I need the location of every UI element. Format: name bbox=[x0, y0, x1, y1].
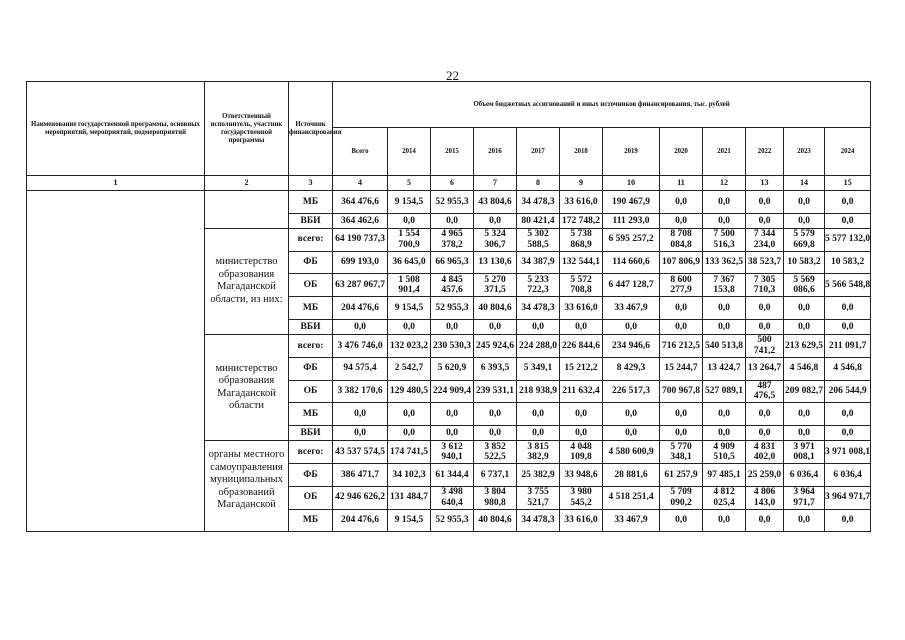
value-cell: 500 741,2 bbox=[746, 334, 784, 357]
value-cell: 364 476,6 bbox=[333, 191, 388, 214]
value-cell: 204 476,6 bbox=[333, 509, 388, 532]
value-cell: 0,0 bbox=[474, 403, 517, 426]
value-cell: 0,0 bbox=[474, 319, 517, 334]
value-cell: 0,0 bbox=[825, 403, 871, 426]
value-cell: 0,0 bbox=[784, 213, 825, 228]
value-cell: 0,0 bbox=[825, 191, 871, 214]
value-cell: 3 964 971,7 bbox=[784, 486, 825, 509]
value-cell: 4 518 251,4 bbox=[603, 486, 660, 509]
executor-cell bbox=[205, 191, 289, 229]
value-cell: 0,0 bbox=[703, 297, 746, 320]
value-cell: 114 660,6 bbox=[603, 251, 660, 274]
value-cell: 0,0 bbox=[388, 319, 431, 334]
value-cell: 4 580 600,9 bbox=[603, 441, 660, 464]
column-number: 9 bbox=[560, 176, 603, 191]
value-cell: 28 881,6 bbox=[603, 463, 660, 486]
value-cell: 4 909 510,5 bbox=[703, 441, 746, 464]
value-cell: 0,0 bbox=[825, 509, 871, 532]
column-number: 1 bbox=[27, 176, 205, 191]
value-cell: 52 955,3 bbox=[431, 509, 474, 532]
column-number: 4 bbox=[333, 176, 388, 191]
source-cell: ФБ bbox=[289, 463, 333, 486]
value-cell: 0,0 bbox=[660, 213, 703, 228]
value-cell: 0,0 bbox=[703, 509, 746, 532]
value-cell: 6 595 257,2 bbox=[603, 228, 660, 251]
value-cell: 0,0 bbox=[784, 297, 825, 320]
source-cell: ОБ bbox=[289, 380, 333, 403]
value-cell: 13 264,7 bbox=[746, 357, 784, 380]
value-cell: 5 738 868,9 bbox=[560, 228, 603, 251]
value-cell: 0,0 bbox=[784, 191, 825, 214]
value-cell: 132 023,2 bbox=[388, 334, 431, 357]
value-cell: 3 755 521,7 bbox=[517, 486, 560, 509]
value-cell: 0,0 bbox=[703, 426, 746, 441]
source-cell: МБ bbox=[289, 297, 333, 320]
header-program: Наименование государственной программы, основных мероприятий, мероприятий, подмероприятий bbox=[27, 82, 205, 176]
value-cell: 5 324 306,7 bbox=[474, 228, 517, 251]
value-cell: 0,0 bbox=[825, 297, 871, 320]
value-cell: 0,0 bbox=[825, 426, 871, 441]
value-cell: 0,0 bbox=[388, 213, 431, 228]
value-cell: 0,0 bbox=[660, 509, 703, 532]
value-cell: 33 467,9 bbox=[603, 509, 660, 532]
value-cell: 224 288,0 bbox=[517, 334, 560, 357]
header-year: 2022 bbox=[746, 128, 784, 176]
value-cell: 0,0 bbox=[560, 319, 603, 334]
value-cell: 2 542,7 bbox=[388, 357, 431, 380]
value-cell: 0,0 bbox=[333, 403, 388, 426]
header-executor: Ответственный исполнитель, участник государственной программы bbox=[205, 82, 289, 176]
value-cell: 230 530,3 bbox=[431, 334, 474, 357]
header-year: 2024 bbox=[825, 128, 871, 176]
value-cell: 5 270 371,5 bbox=[474, 274, 517, 297]
value-cell: 224 909,4 bbox=[431, 380, 474, 403]
value-cell: 33 948,6 bbox=[560, 463, 603, 486]
value-cell: 9 154,5 bbox=[388, 191, 431, 214]
value-cell: 0,0 bbox=[603, 319, 660, 334]
value-cell: 42 946 626,2 bbox=[333, 486, 388, 509]
value-cell: 0,0 bbox=[703, 213, 746, 228]
value-cell: 8 708 084,8 bbox=[660, 228, 703, 251]
value-cell: 700 967,8 bbox=[660, 380, 703, 403]
value-cell: 34 478,3 bbox=[517, 297, 560, 320]
value-cell: 61 344,4 bbox=[431, 463, 474, 486]
value-cell: 7 305 710,3 bbox=[746, 274, 784, 297]
source-cell: ОБ bbox=[289, 486, 333, 509]
value-cell: 0,0 bbox=[784, 426, 825, 441]
value-cell: 132 544,1 bbox=[560, 251, 603, 274]
value-cell: 0,0 bbox=[517, 319, 560, 334]
table-row bbox=[27, 191, 871, 214]
value-cell: 3 815 382,9 bbox=[517, 441, 560, 464]
value-cell: 0,0 bbox=[431, 403, 474, 426]
value-cell: 0,0 bbox=[560, 426, 603, 441]
value-cell: 38 523,7 bbox=[746, 251, 784, 274]
header-year: 2020 bbox=[660, 128, 703, 176]
value-cell: 5 566 548,8 bbox=[825, 274, 871, 297]
column-number: 15 bbox=[825, 176, 871, 191]
value-cell: 0,0 bbox=[474, 426, 517, 441]
executor-cell: министерство образования Магаданской области bbox=[205, 334, 289, 440]
value-cell: 5 579 669,8 bbox=[784, 228, 825, 251]
value-cell: 209 082,7 bbox=[784, 380, 825, 403]
value-cell: 0,0 bbox=[746, 403, 784, 426]
value-cell: 0,0 bbox=[388, 403, 431, 426]
value-cell: 3 971 008,1 bbox=[825, 441, 871, 464]
value-cell: 3 498 640,4 bbox=[431, 486, 474, 509]
value-cell: 13 424,7 bbox=[703, 357, 746, 380]
value-cell: 245 924,6 bbox=[474, 334, 517, 357]
value-cell: 3 852 522,5 bbox=[474, 441, 517, 464]
column-number: 11 bbox=[660, 176, 703, 191]
value-cell: 211 091,7 bbox=[825, 334, 871, 357]
column-number: 14 bbox=[784, 176, 825, 191]
value-cell: 66 965,3 bbox=[431, 251, 474, 274]
value-cell: 9 154,5 bbox=[388, 509, 431, 532]
value-cell: 43 804,6 bbox=[474, 191, 517, 214]
value-cell: 7 344 234,0 bbox=[746, 228, 784, 251]
value-cell: 3 964 971,7 bbox=[825, 486, 871, 509]
value-cell: 131 484,7 bbox=[388, 486, 431, 509]
value-cell: 0,0 bbox=[746, 297, 784, 320]
column-number: 5 bbox=[388, 176, 431, 191]
value-cell: 0,0 bbox=[660, 403, 703, 426]
page-number: 22 bbox=[446, 68, 459, 83]
value-cell: 0,0 bbox=[474, 213, 517, 228]
value-cell: 9 154,5 bbox=[388, 297, 431, 320]
column-number: 13 bbox=[746, 176, 784, 191]
value-cell: 34 387,9 bbox=[517, 251, 560, 274]
value-cell: 4 546,8 bbox=[784, 357, 825, 380]
value-cell: 8 600 277,9 bbox=[660, 274, 703, 297]
value-cell: 6 036,4 bbox=[825, 463, 871, 486]
value-cell: 0,0 bbox=[660, 426, 703, 441]
value-cell: 3 804 980,8 bbox=[474, 486, 517, 509]
value-cell: 0,0 bbox=[825, 319, 871, 334]
value-cell: 4 965 378,2 bbox=[431, 228, 474, 251]
source-cell: МБ bbox=[289, 191, 333, 214]
value-cell: 0,0 bbox=[825, 213, 871, 228]
value-cell: 211 632,4 bbox=[560, 380, 603, 403]
value-cell: 3 980 545,2 bbox=[560, 486, 603, 509]
value-cell: 0,0 bbox=[603, 426, 660, 441]
value-cell: 1 554 700,9 bbox=[388, 228, 431, 251]
value-cell: 226 844,6 bbox=[560, 334, 603, 357]
value-cell: 213 629,5 bbox=[784, 334, 825, 357]
value-cell: 5 620,9 bbox=[431, 357, 474, 380]
value-cell: 52 955,3 bbox=[431, 191, 474, 214]
value-cell: 172 748,2 bbox=[560, 213, 603, 228]
header-year: 2023 bbox=[784, 128, 825, 176]
value-cell: 107 806,9 bbox=[660, 251, 703, 274]
value-cell: 33 616,0 bbox=[560, 297, 603, 320]
value-cell: 3 612 940,1 bbox=[431, 441, 474, 464]
value-cell: 1 508 901,4 bbox=[388, 274, 431, 297]
value-cell: 63 287 067,7 bbox=[333, 274, 388, 297]
value-cell: 226 517,3 bbox=[603, 380, 660, 403]
value-cell: 5 349,1 bbox=[517, 357, 560, 380]
value-cell: 0,0 bbox=[431, 426, 474, 441]
column-number: 10 bbox=[603, 176, 660, 191]
value-cell: 0,0 bbox=[517, 426, 560, 441]
value-cell: 0,0 bbox=[746, 509, 784, 532]
value-cell: 0,0 bbox=[703, 403, 746, 426]
value-cell: 34 478,3 bbox=[517, 191, 560, 214]
executor-cell: органы местного самоуправления муниципальных образований Магаданской bbox=[205, 441, 289, 532]
column-number: 7 bbox=[474, 176, 517, 191]
value-cell: 4 546,8 bbox=[825, 357, 871, 380]
value-cell: 129 480,5 bbox=[388, 380, 431, 403]
value-cell: 204 476,6 bbox=[333, 297, 388, 320]
value-cell: 4 806 143,0 bbox=[746, 486, 784, 509]
source-cell: ВБИ bbox=[289, 213, 333, 228]
value-cell: 0,0 bbox=[784, 509, 825, 532]
value-cell: 386 471,7 bbox=[333, 463, 388, 486]
column-number: 3 bbox=[289, 176, 333, 191]
value-cell: 0,0 bbox=[560, 403, 603, 426]
value-cell: 0,0 bbox=[746, 191, 784, 214]
value-cell: 239 531,1 bbox=[474, 380, 517, 403]
source-cell: ВБИ bbox=[289, 319, 333, 334]
value-cell: 0,0 bbox=[603, 403, 660, 426]
header-total: Всего bbox=[333, 128, 388, 176]
value-cell: 7 500 516,3 bbox=[703, 228, 746, 251]
value-cell: 5 572 708,8 bbox=[560, 274, 603, 297]
value-cell: 0,0 bbox=[333, 426, 388, 441]
value-cell: 64 190 737,3 bbox=[333, 228, 388, 251]
value-cell: 206 544,9 bbox=[825, 380, 871, 403]
header-source: Источник финансирования bbox=[289, 82, 333, 176]
value-cell: 0,0 bbox=[660, 319, 703, 334]
value-cell: 33 616,0 bbox=[560, 191, 603, 214]
source-cell: ВБИ bbox=[289, 426, 333, 441]
value-cell: 234 946,6 bbox=[603, 334, 660, 357]
value-cell: 25 382,9 bbox=[517, 463, 560, 486]
value-cell: 10 583,2 bbox=[784, 251, 825, 274]
value-cell: 40 804,6 bbox=[474, 297, 517, 320]
value-cell: 218 938,9 bbox=[517, 380, 560, 403]
column-number: 8 bbox=[517, 176, 560, 191]
source-cell: ФБ bbox=[289, 357, 333, 380]
value-cell: 94 575,4 bbox=[333, 357, 388, 380]
value-cell: 36 645,0 bbox=[388, 251, 431, 274]
value-cell: 5 302 588,5 bbox=[517, 228, 560, 251]
value-cell: 0,0 bbox=[746, 426, 784, 441]
value-cell: 6 737,1 bbox=[474, 463, 517, 486]
value-cell: 33 616,0 bbox=[560, 509, 603, 532]
value-cell: 52 955,3 bbox=[431, 297, 474, 320]
value-cell: 34 478,3 bbox=[517, 509, 560, 532]
value-cell: 15 244,7 bbox=[660, 357, 703, 380]
value-cell: 8 429,3 bbox=[603, 357, 660, 380]
value-cell: 0,0 bbox=[746, 213, 784, 228]
budget-table bbox=[26, 81, 871, 532]
value-cell: 7 367 153,8 bbox=[703, 274, 746, 297]
value-cell: 10 583,2 bbox=[825, 251, 871, 274]
header-year: 2019 bbox=[603, 128, 660, 176]
value-cell: 699 193,0 bbox=[333, 251, 388, 274]
value-cell: 5 569 086,6 bbox=[784, 274, 825, 297]
value-cell: 5 233 722,3 bbox=[517, 274, 560, 297]
value-cell: 25 259,0 bbox=[746, 463, 784, 486]
value-cell: 34 102,3 bbox=[388, 463, 431, 486]
column-number: 2 bbox=[205, 176, 289, 191]
value-cell: 15 212,2 bbox=[560, 357, 603, 380]
value-cell: 4 845 457,6 bbox=[431, 274, 474, 297]
value-cell: 364 462,6 bbox=[333, 213, 388, 228]
value-cell: 487 476,5 bbox=[746, 380, 784, 403]
source-cell: МБ bbox=[289, 403, 333, 426]
value-cell: 0,0 bbox=[431, 319, 474, 334]
value-cell: 80 421,4 bbox=[517, 213, 560, 228]
value-cell: 0,0 bbox=[703, 319, 746, 334]
column-number: 12 bbox=[703, 176, 746, 191]
executor-cell: министерство образования Магаданской области, из них: bbox=[205, 228, 289, 334]
value-cell: 0,0 bbox=[660, 191, 703, 214]
source-cell: всего: bbox=[289, 334, 333, 357]
value-cell: 13 130,6 bbox=[474, 251, 517, 274]
header-year: 2014 bbox=[388, 128, 431, 176]
value-cell: 111 293,0 bbox=[603, 213, 660, 228]
value-cell: 0,0 bbox=[784, 403, 825, 426]
value-cell: 190 467,9 bbox=[603, 191, 660, 214]
header-year: 2018 bbox=[560, 128, 603, 176]
header-year: 2017 bbox=[517, 128, 560, 176]
value-cell: 0,0 bbox=[388, 426, 431, 441]
value-cell: 174 741,5 bbox=[388, 441, 431, 464]
value-cell: 3 971 008,1 bbox=[784, 441, 825, 464]
value-cell: 40 804,6 bbox=[474, 509, 517, 532]
value-cell: 6 036,4 bbox=[784, 463, 825, 486]
value-cell: 0,0 bbox=[517, 403, 560, 426]
source-cell: ОБ bbox=[289, 274, 333, 297]
value-cell: 0,0 bbox=[660, 297, 703, 320]
source-cell: ФБ bbox=[289, 251, 333, 274]
value-cell: 6 393,5 bbox=[474, 357, 517, 380]
value-cell: 133 362,5 bbox=[703, 251, 746, 274]
value-cell: 3 382 170,6 bbox=[333, 380, 388, 403]
source-cell: всего: bbox=[289, 228, 333, 251]
source-cell: всего: bbox=[289, 441, 333, 464]
value-cell: 0,0 bbox=[333, 319, 388, 334]
value-cell: 97 485,1 bbox=[703, 463, 746, 486]
value-cell: 43 537 574,5 bbox=[333, 441, 388, 464]
program-name-cell bbox=[27, 191, 205, 532]
value-cell: 540 513,8 bbox=[703, 334, 746, 357]
value-cell: 33 467,9 bbox=[603, 297, 660, 320]
column-number: 6 bbox=[431, 176, 474, 191]
value-cell: 5 577 132,0 bbox=[825, 228, 871, 251]
header-year: 2016 bbox=[474, 128, 517, 176]
header-volume: Объем бюджетных ассигнований и иных источников финансирования, тыс. рублей bbox=[333, 82, 871, 128]
value-cell: 4 831 402,0 bbox=[746, 441, 784, 464]
value-cell: 5 709 090,2 bbox=[660, 486, 703, 509]
value-cell: 0,0 bbox=[746, 319, 784, 334]
header-year: 2021 bbox=[703, 128, 746, 176]
value-cell: 5 770 348,1 bbox=[660, 441, 703, 464]
value-cell: 0,0 bbox=[784, 319, 825, 334]
value-cell: 716 212,5 bbox=[660, 334, 703, 357]
value-cell: 0,0 bbox=[703, 191, 746, 214]
value-cell: 3 476 746,0 bbox=[333, 334, 388, 357]
value-cell: 61 257,9 bbox=[660, 463, 703, 486]
value-cell: 527 089,1 bbox=[703, 380, 746, 403]
source-cell: МБ bbox=[289, 509, 333, 532]
header-year: 2015 bbox=[431, 128, 474, 176]
value-cell: 6 447 128,7 bbox=[603, 274, 660, 297]
value-cell: 4 048 109,8 bbox=[560, 441, 603, 464]
value-cell: 0,0 bbox=[431, 213, 474, 228]
value-cell: 4 812 025,4 bbox=[703, 486, 746, 509]
